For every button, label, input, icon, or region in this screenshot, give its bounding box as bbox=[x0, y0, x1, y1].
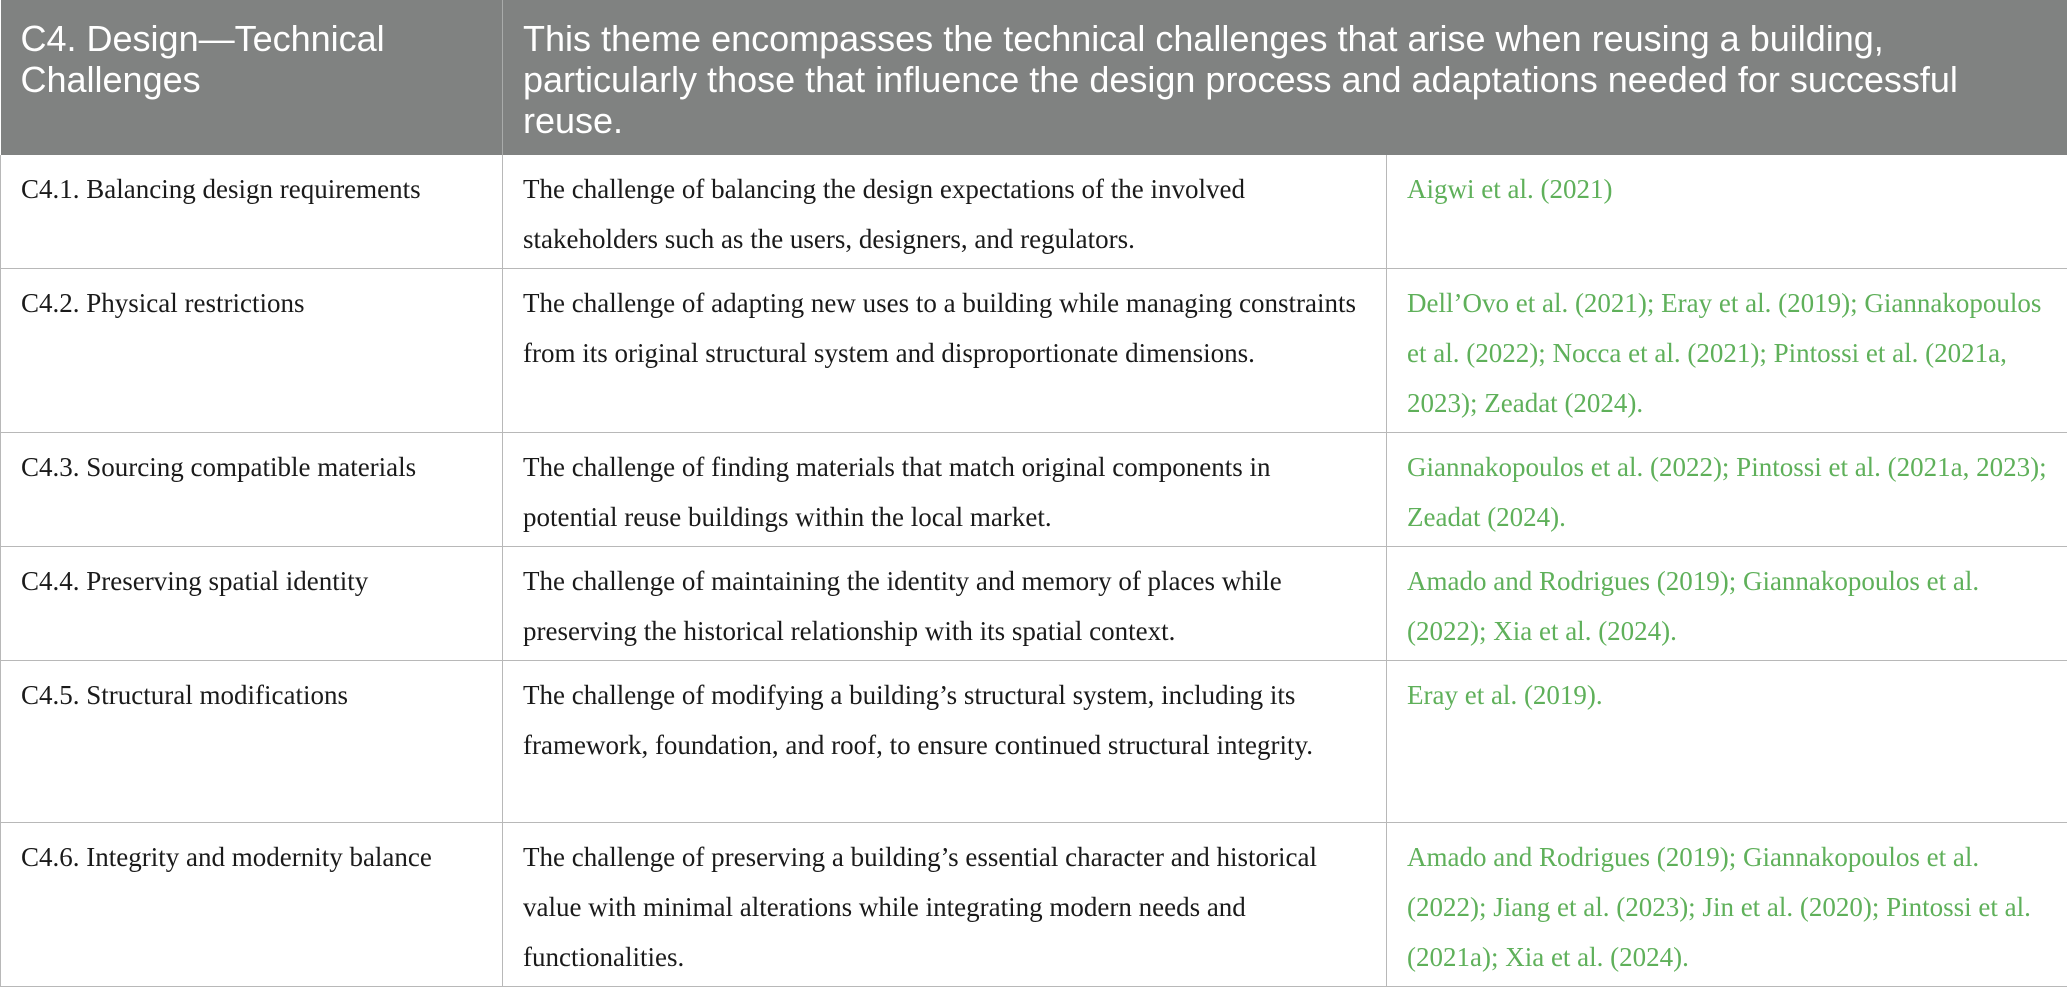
table-body bbox=[1, 155, 2067, 987]
table-row bbox=[1, 155, 2067, 269]
row-description: The challenge of maintaining the identity and memory of places while preserving the historical relationship with its spatial context. bbox=[503, 547, 1387, 661]
row-code: C4.2. Physical restrictions bbox=[1, 269, 503, 433]
row-code: C4.1. Balancing design requirements bbox=[1, 155, 503, 269]
table-header bbox=[1, 0, 2067, 155]
table-row bbox=[1, 823, 2067, 987]
table-row bbox=[1, 661, 2067, 823]
row-description: The challenge of finding materials that match original components in potential reuse buildings within the local market. bbox=[503, 433, 1387, 547]
row-description: The challenge of modifying a building’s structural system, including its framework, foundation, and roof, to ensure continued structural integrity. bbox=[503, 661, 1387, 823]
row-references[interactable]: Eray et al. (2019). bbox=[1387, 661, 2067, 823]
table-row bbox=[1, 433, 2067, 547]
row-references[interactable]: Amado and Rodrigues (2019); Giannakopoulos et al. (2022); Xia et al. (2024). bbox=[1387, 547, 2067, 661]
row-references[interactable]: Amado and Rodrigues (2019); Giannakopoulos et al. (2022); Jiang et al. (2023); Jin et al. (2020); Pintossi et al. (2021a); Xia et al. (2024). bbox=[1387, 823, 2067, 987]
row-description: The challenge of adapting new uses to a building while managing constraints from its original structural system and disproportionate dimensions. bbox=[503, 269, 1387, 433]
table-row bbox=[1, 269, 2067, 433]
header-theme-description: This theme encompasses the technical challenges that arise when reusing a building, particularly those that influence the design process and adaptations needed for successful reuse. bbox=[503, 0, 2067, 155]
table-row bbox=[1, 547, 2067, 661]
row-code: C4.3. Sourcing compatible materials bbox=[1, 433, 503, 547]
row-description: The challenge of preserving a building’s essential character and historical value with minimal alterations while integrating modern needs and functionalities. bbox=[503, 823, 1387, 987]
row-description: The challenge of balancing the design expectations of the involved stakeholders such as the users, designers, and regulators. bbox=[503, 155, 1387, 269]
header-row bbox=[1, 0, 2067, 155]
row-code: C4.6. Integrity and modernity balance bbox=[1, 823, 503, 987]
row-references[interactable]: Giannakopoulos et al. (2022); Pintossi et al. (2021a, 2023); Zeadat (2024). bbox=[1387, 433, 2067, 547]
row-code: C4.5. Structural modifications bbox=[1, 661, 503, 823]
row-references[interactable]: Dell’Ovo et al. (2021); Eray et al. (2019); Giannakopoulos et al. (2022); Nocca et al. (2021); Pintossi et al. (2021a, 2023); Zeadat (2024). bbox=[1387, 269, 2067, 433]
row-code: C4.4. Preserving spatial identity bbox=[1, 547, 503, 661]
header-theme-title: C4. Design—Technical Challenges bbox=[1, 0, 503, 155]
row-references[interactable]: Aigwi et al. (2021) bbox=[1387, 155, 2067, 269]
